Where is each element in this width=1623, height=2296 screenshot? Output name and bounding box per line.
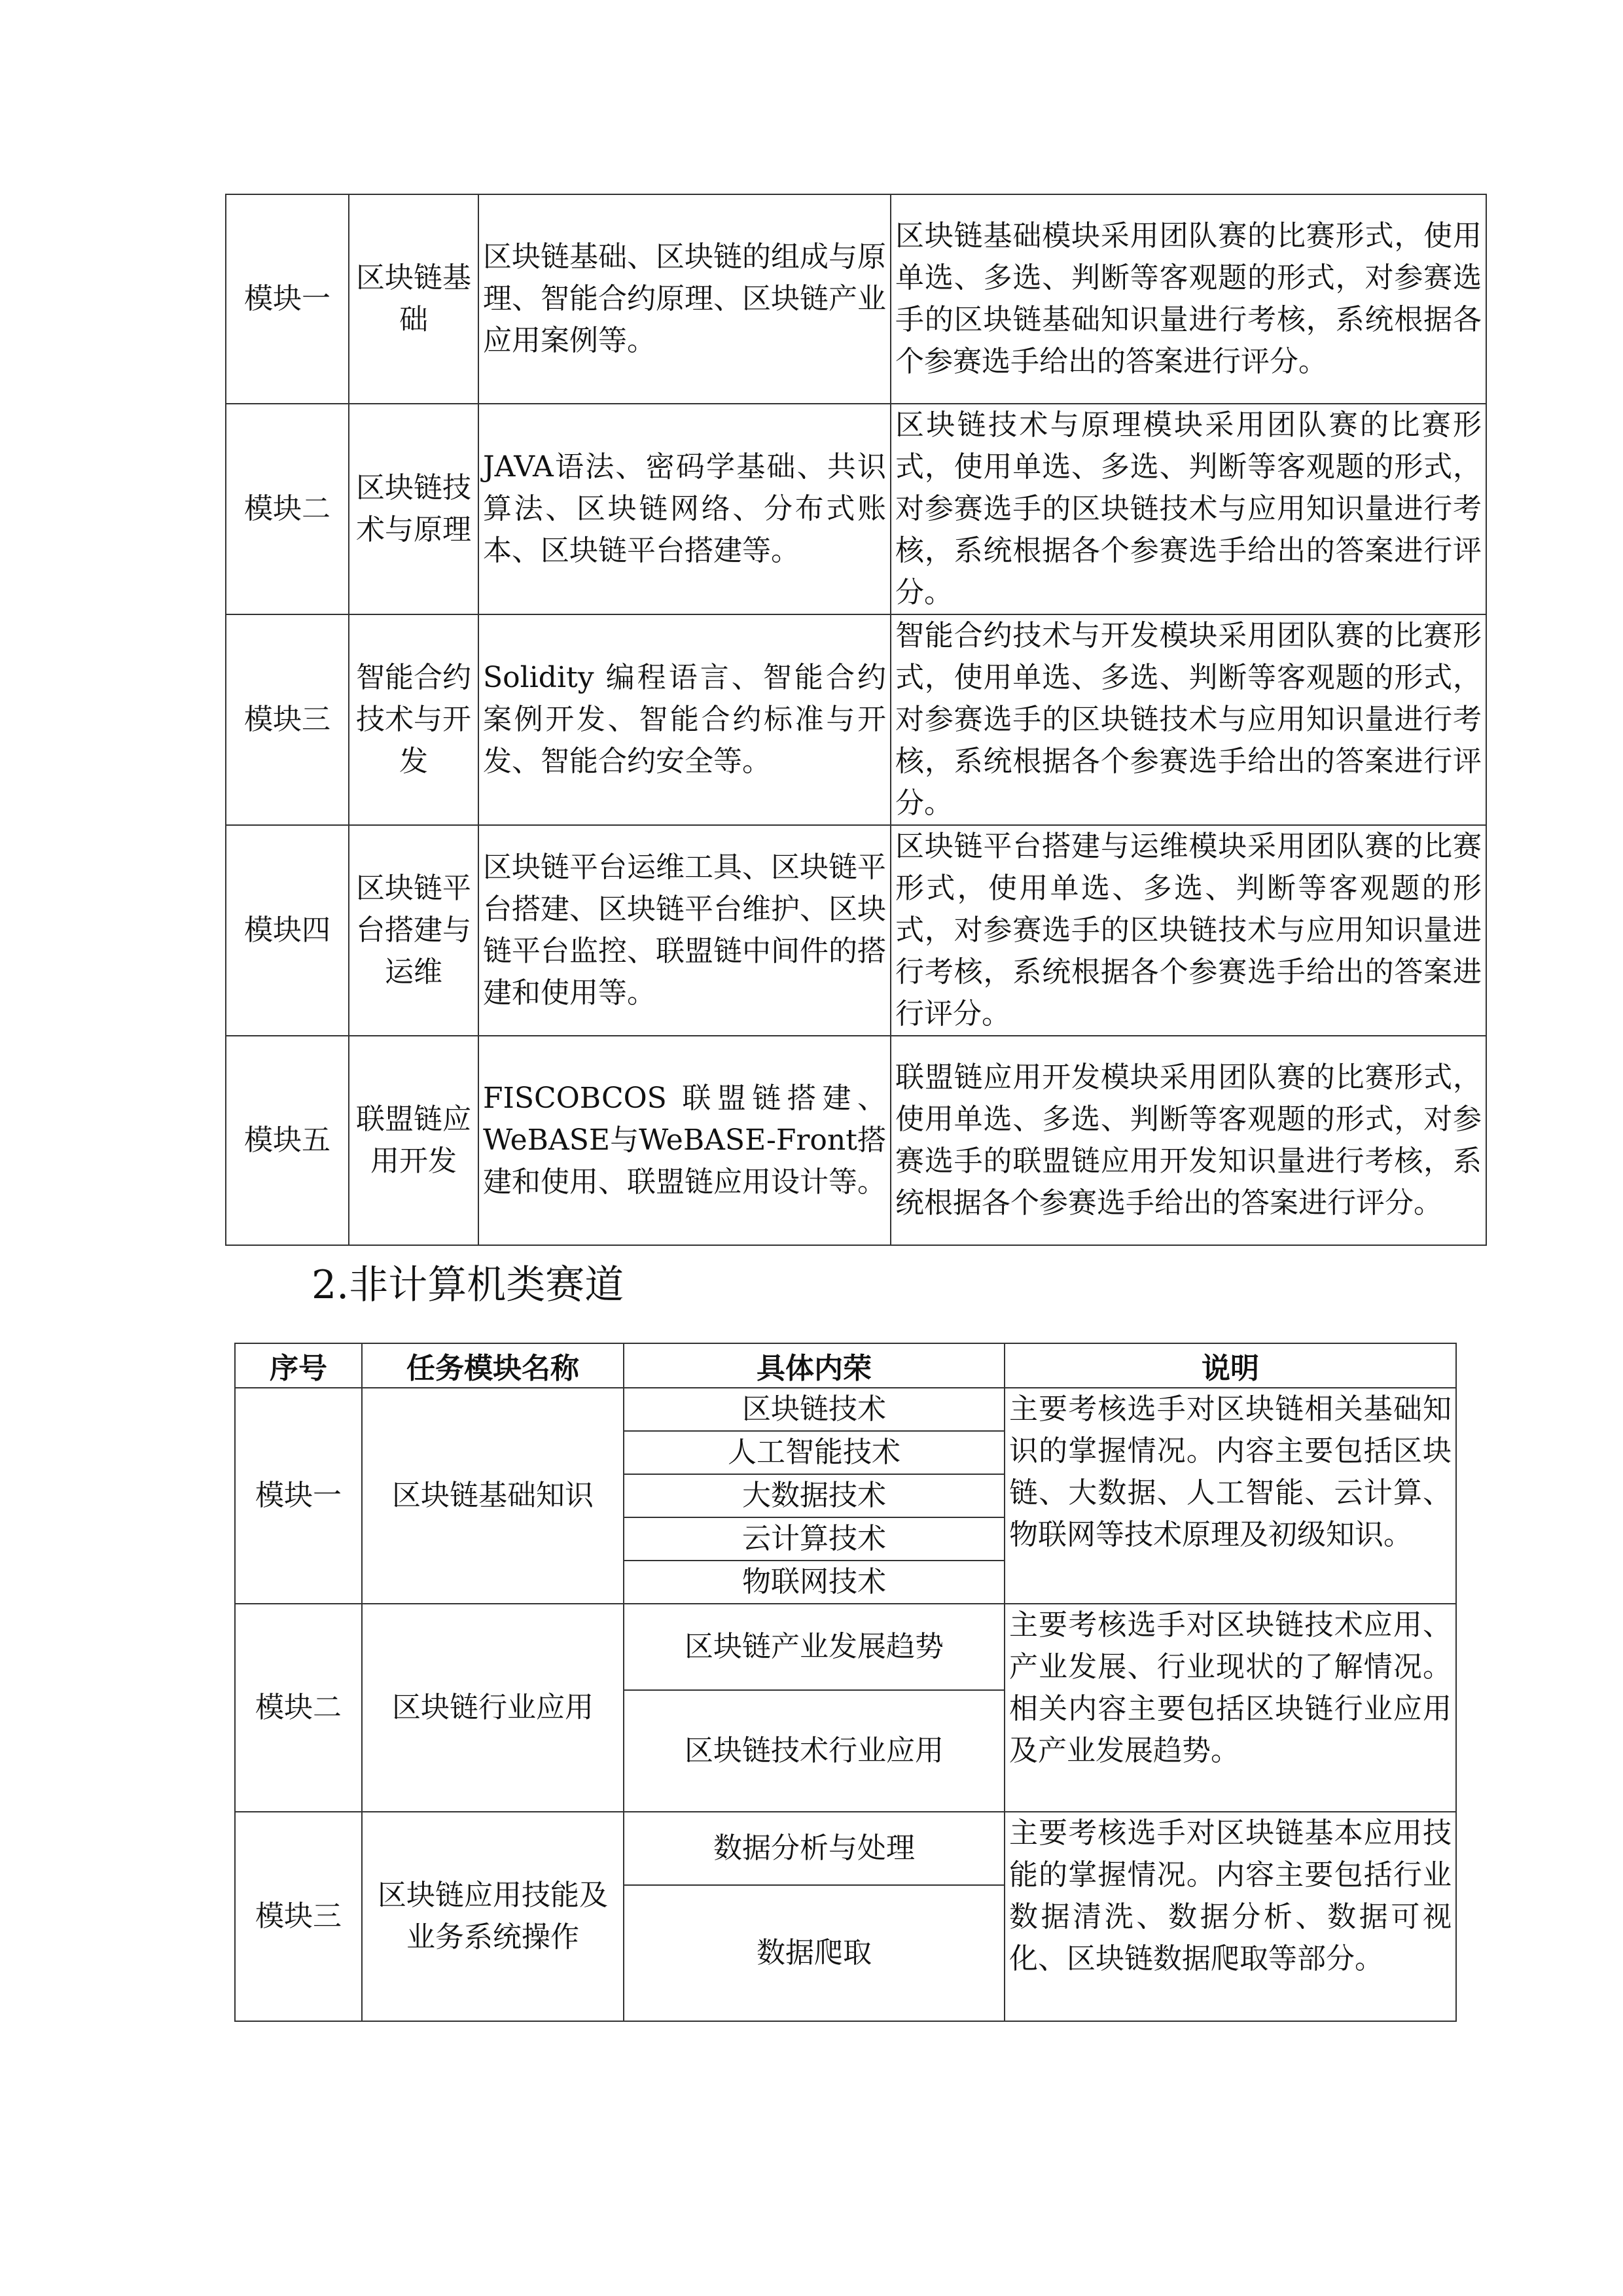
module-number: 模块三 [235,1812,362,2021]
module-name: 区块链行业应用 [362,1604,624,1812]
module-description: 主要考核选手对区块链相关基础知 识的掌握情况。内容主要包括区块 链、大数据、人工智能、云计算、物联网等技术原理及初级知识。 [1005,1388,1456,1604]
module-description: 联盟链应用开发模块采用团队赛的比赛形式，使用单选、多选、判断等客观题的形式，对参赛选手的联盟链应用开发知识量进行考核，系统根据各个参赛选手给出的答案进行评分。 [891,1036,1486,1245]
content-item: 数据分析与处理 [624,1812,1005,1885]
module-number: 模块五 [226,1036,349,1245]
content-item: 物联网技术 [624,1561,1005,1604]
content-item: 大数据技术 [624,1474,1005,1517]
module-name: 智能合约技术与开发 [349,614,478,825]
table-row [226,825,1486,1036]
module-description: 区块链平台搭建与运维模块采用团队赛的比赛形式，使用单选、多选、判断等客观题的形式，对参赛选手的区块链技术与应用知识量进行考核，系统根据各个参赛选手给出的答案进行评分。 [891,825,1486,1036]
non-computer-track-table [234,1343,1457,2022]
table-row [226,404,1486,614]
table-row [235,1388,1456,1431]
module-content: 区块链平台运维工具、区块链平台搭建、区块链平台维护、区块链平台监控、联盟链中间件的搭建和使用等。 [478,825,891,1036]
content-item: 数据爬取 [624,1885,1005,2021]
header-number: 序号 [235,1343,362,1388]
module-name: 区块链平台搭建与运维 [349,825,478,1036]
module-content: JAVA语法、密码学基础、共识算法、区块链网络、分布式账本、区块链平台搭建等。 [478,404,891,614]
computer-track-table [225,194,1487,1246]
header-content: 具体内荣 [624,1343,1005,1388]
module-number: 模块四 [226,825,349,1036]
header-module-name: 任务模块名称 [362,1343,624,1388]
module-description: 智能合约技术与开发模块采用团队赛的比赛形式，使用单选、多选、判断等客观题的形式，对参赛选手的区块链技术与应用知识量进行考核，系统根据各个参赛选手给出的答案进行评分。 [891,614,1486,825]
table-row [226,194,1486,404]
module-number: 模块一 [226,194,349,404]
module-name: 区块链基础知识 [362,1388,624,1604]
module-description: 主要考核选手对区块链技术应用、 产业发展、行业现状的了解情况。 相关内容主要包括区块链行业应用 及产业发展趋势。 [1005,1604,1456,1812]
content-item: 云计算技术 [624,1517,1005,1561]
module-number: 模块一 [235,1388,362,1604]
module-number: 模块三 [226,614,349,825]
content-item: 区块链技术行业应用 [624,1690,1005,1812]
module-name: 区块链技术与原理 [349,404,478,614]
module-content: FISCOBCOS 联盟链搭建、WeBASE与WeBASE-Front搭建和使用、联盟链应用设计等。 [478,1036,891,1245]
module-description: 区块链技术与原理模块采用团队赛的比赛形式，使用单选、多选、判断等客观题的形式，对参赛选手的区块链技术与应用知识量进行考核，系统根据各个参赛选手给出的答案进行评分。 [891,404,1486,614]
table-row [226,614,1486,825]
module-content: Solidity 编程语言、智能合约案例开发、智能合约标准与开发、智能合约安全等。 [478,614,891,825]
module-description: 区块链基础模块采用团队赛的比赛形式，使用单选、多选、判断等客观题的形式，对参赛选手的区块链基础知识量进行考核，系统根据各个参赛选手给出的答案进行评分。 [891,194,1486,404]
section-heading: 2.非计算机类赛道 [312,1262,624,1308]
module-name: 联盟链应用开发 [349,1036,478,1245]
table-row [235,1604,1456,1690]
module-number: 模块二 [235,1604,362,1812]
module-name: 区块链基础 [349,194,478,404]
table-row [235,1812,1456,1885]
content-item: 区块链产业发展趋势 [624,1604,1005,1690]
table-header-row [235,1343,1456,1388]
header-description: 说明 [1005,1343,1456,1388]
content-item: 人工智能技术 [624,1431,1005,1474]
module-content: 区块链基础、区块链的组成与原理、智能合约原理、区块链产业应用案例等。 [478,194,891,404]
module-name: 区块链应用技能及业务系统操作 [362,1812,624,2021]
table-row [226,1036,1486,1245]
module-description: 主要考核选手对区块链基本应用技能的掌握情况。内容主要包括行业 数据清洗、数据分析、数据可视化、区块链数据爬取等部分。 [1005,1812,1456,2021]
module-number: 模块二 [226,404,349,614]
content-item: 区块链技术 [624,1388,1005,1431]
